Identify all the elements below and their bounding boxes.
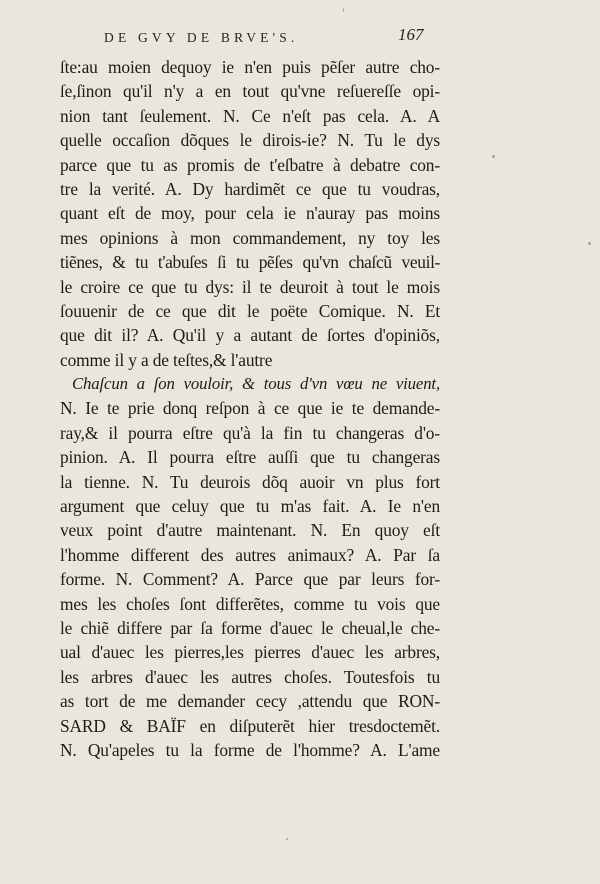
text-line: tre la verité. A. Dy hardimẽt ce que tu voudras, (60, 178, 440, 199)
text-line: argument que celuy que tu m'as fait. A. Ie n'en (60, 496, 440, 517)
text-line: le chiẽ differe par ſa forme d'auec le cheual,le che- (60, 617, 440, 638)
text-line: ſte:au moien dequoy ie n'en puis pẽſer autre cho- (60, 57, 440, 77)
text-line: ſe,ſinon qu'il n'y a en tout qu'vne reſuereſſe opi- (60, 81, 440, 102)
text-line: pinion. A. Il pourra eſtre auſſi que tu changeras (60, 447, 440, 468)
text-line: que dit il? A. Qu'il y a autant de ſortes d'opiniõs, (60, 325, 440, 346)
text-line: N. Ie te prie donq reſpon à ce que ie te demande- (60, 398, 440, 419)
text-line: les arbres d'auec les autres choſes. Toutesfois tu (60, 666, 440, 687)
text-line: quant eſt de moy, pour cela ie n'auray pas moins (60, 203, 440, 224)
text-line: comme il y a de teſtes,& l'autre (60, 349, 273, 370)
text-line: N. Qu'apeles tu la forme de l'homme? A. L'ame (60, 739, 440, 760)
text-line: le croire ce que tu dys: il te deuroit à tout le mois (60, 276, 440, 297)
verse-line: Chaſcun a ſon vouloir, & tous d'vn vœu ne viuent, (72, 374, 440, 394)
text-line: as tort de me demander cecy ,attendu que RON- (60, 691, 440, 712)
text-line: quelle occaſion dõques le dirois-ie? N. Tu le dys (60, 130, 440, 151)
text-line: nion tant ſeulement. N. Ce n'eſt pas cela. A. A (60, 105, 440, 126)
paper-speck (492, 155, 495, 158)
text-line: ual d'auec les pierres,les pierres d'auec les arbres, (60, 642, 440, 663)
paper-speck (343, 8, 344, 12)
text-line: parce que tu as promis de t'eſbatre à debatre con- (60, 154, 440, 175)
text-line: veux point d'autre maintenant. N. En quoy eſt (60, 520, 440, 541)
text-line: mes opinions à mon commandement, ny toy les (60, 227, 440, 248)
text-line: la tienne. N. Tu deurois dõq auoir vn plus fort (60, 471, 440, 492)
paper-speck (588, 242, 591, 245)
body-text (60, 55, 440, 762)
running-head: DE GVY DE BRVE'S. (104, 30, 299, 45)
text-line: mes les choſes ſont differẽtes, comme tu vois que (60, 593, 440, 614)
page-number: 167 (398, 25, 424, 44)
text-line: tiẽnes, & tu t'abuſes ſi tu pẽſes qu'vn chaſcũ veuil- (60, 252, 440, 273)
paper-speck (286, 838, 288, 840)
text-line: ray,& il pourra eſtre qu'à la fin tu changeras d'o- (60, 422, 440, 443)
text-line: SARD & BAÏF en diſputerẽt hier tresdoctemẽt. (60, 715, 440, 736)
text-line: ſouuenir de ce que dit le poëte Comique. N. Et (60, 300, 440, 321)
text-line: forme. N. Comment? A. Parce que par leurs for- (60, 569, 440, 590)
text-line: l'homme different des autres animaux? A. Par ſa (60, 544, 440, 565)
